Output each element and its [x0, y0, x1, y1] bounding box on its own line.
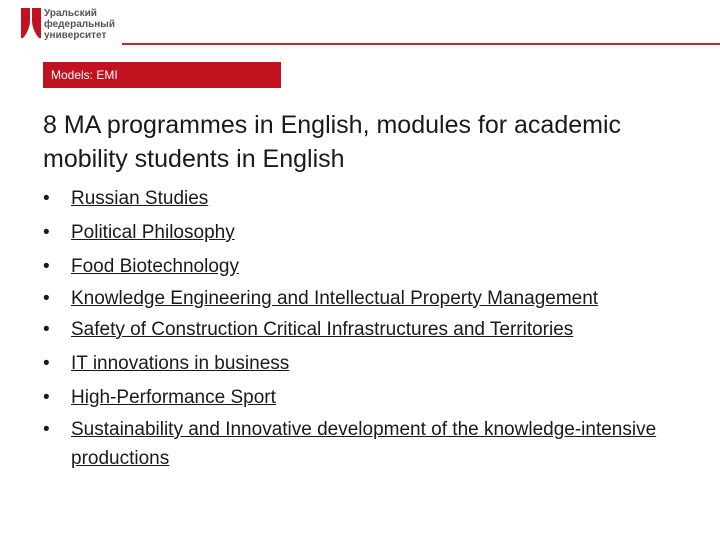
urfu-logo-icon — [20, 6, 42, 40]
program-link-political-philosophy[interactable]: Political Philosophy — [71, 222, 235, 243]
logo-text: Уральский федеральный университет — [44, 8, 115, 41]
bullet: • — [43, 188, 50, 209]
program-list — [43, 182, 703, 473]
program-link-knowledge-engineering[interactable]: Knowledge Engineering and Intellectual Property Management — [71, 288, 599, 309]
bullet: • — [43, 288, 50, 309]
program-link-safety-of-construction[interactable]: Safety of Construction Critical Infrastructures and Territories — [71, 319, 574, 340]
section-label: Models: EMI — [43, 62, 281, 88]
list-item — [43, 347, 703, 381]
university-logo — [20, 6, 120, 40]
program-link-food-biotechnology[interactable]: Food Biotechnology — [71, 256, 239, 277]
list-item — [43, 284, 703, 313]
bullet: • — [43, 353, 50, 374]
header-divider — [122, 43, 720, 45]
list-item — [43, 250, 703, 284]
program-link-russian-studies[interactable]: Russian Studies — [71, 188, 209, 209]
bullet: • — [43, 419, 50, 440]
list-item — [43, 216, 703, 250]
bullet: • — [43, 387, 50, 408]
program-link-it-innovations[interactable]: IT innovations in business — [71, 353, 290, 374]
page-title: 8 MA programmes in English, modules for academic mobility students in English — [43, 111, 622, 173]
bullet: • — [43, 256, 50, 277]
program-link-high-performance-sport[interactable]: High-Performance Sport — [71, 387, 276, 408]
bullet: • — [43, 222, 50, 243]
list-item — [43, 381, 703, 415]
list-item — [43, 182, 703, 216]
bullet: • — [43, 319, 50, 340]
program-link-sustainability[interactable]: Sustainability and Innovative development of the knowledge-intensive productions — [71, 419, 657, 469]
list-item — [43, 415, 703, 473]
list-item — [43, 313, 703, 347]
